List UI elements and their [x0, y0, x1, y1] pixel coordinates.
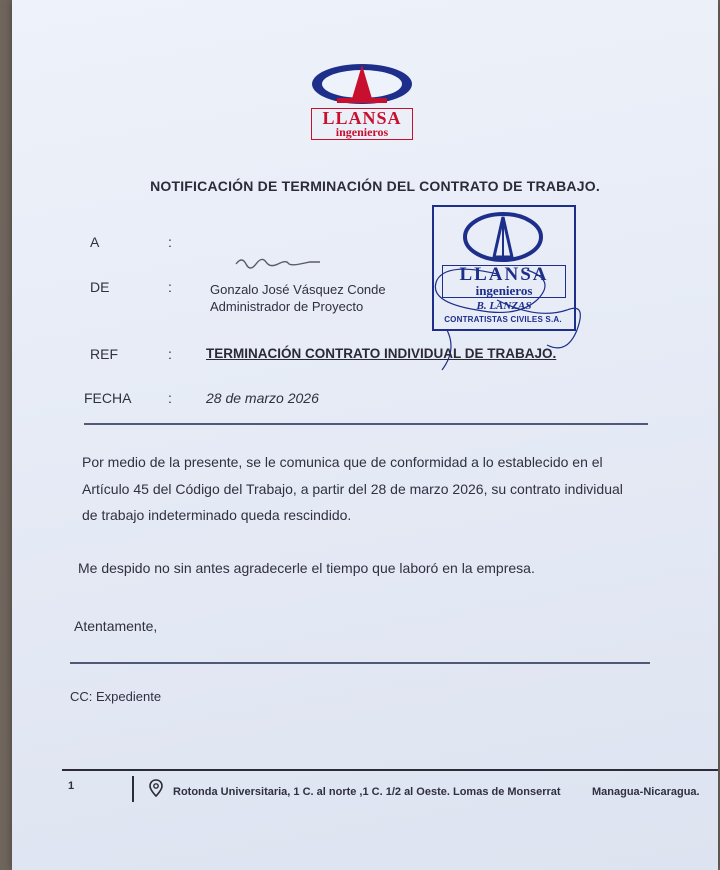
field-label-a: A: [90, 234, 100, 250]
field-label-fecha: FECHA: [84, 390, 132, 406]
logo-subtitle: ingenieros: [311, 126, 413, 140]
redacted-recipient-scribble-icon: [234, 254, 324, 270]
page-number: 1: [68, 780, 75, 792]
company-logo: [307, 62, 417, 140]
logo-emblem-icon: [307, 62, 417, 108]
field-label-ref: REF: [90, 346, 118, 362]
signature-line: [70, 662, 650, 664]
stamp-subtitle: ingenieros: [442, 284, 566, 298]
cc-note: CC: Expediente: [70, 689, 162, 704]
footer-city: Managua-Nicaragua.: [592, 786, 700, 798]
body-paragraph-line-2: Artículo 45 del Código del Trabajo, a partir del 28 de marzo 2026, su contrato individual: [82, 481, 623, 497]
reference-subject: TERMINACIÓN CONTRATO INDIVIDUAL DE TRABAJO.: [206, 346, 557, 361]
field-colon: :: [168, 279, 172, 295]
field-label-de: DE: [90, 279, 110, 295]
logo-wordmark: LLANSA: [311, 108, 413, 126]
document-page: [12, 0, 718, 870]
sender-name: Gonzalo José Vásquez Conde: [210, 282, 386, 297]
sender-role: Administrador de Proyecto: [210, 299, 364, 314]
body-paragraph-line-3: de trabajo indeterminado queda rescindido.: [82, 507, 352, 523]
notice-date: 28 de marzo 2026: [206, 390, 319, 406]
stamp-company: CONTRATISTAS CIVILES S.A.: [444, 315, 562, 324]
stamp-person: B. LANZAS: [476, 300, 532, 312]
body-paragraph-line-1: Por medio de la presente, se le comunica que de conformidad a lo establecido en el: [82, 454, 603, 470]
location-pin-icon: [149, 779, 163, 797]
closing-salutation: Atentamente,: [74, 618, 158, 634]
header-divider: [84, 423, 648, 425]
footer-separator: [132, 776, 134, 802]
footer-address: Rotonda Universitaria, 1 C. al norte ,1 C. 1/2 al Oeste. Lomas de Monserrat: [173, 786, 561, 798]
farewell-paragraph: Me despido no sin antes agradecerle el tiempo que laboró en la empresa.: [78, 560, 535, 576]
field-colon: :: [168, 234, 172, 250]
field-colon: :: [168, 346, 172, 362]
document-title: NOTIFICACIÓN DE TERMINACIÓN DEL CONTRATO DE TRABAJO.: [150, 178, 600, 194]
field-colon: :: [168, 390, 172, 406]
stamp-wordmark: LLANSA: [442, 265, 566, 284]
footer-divider: [62, 769, 718, 771]
